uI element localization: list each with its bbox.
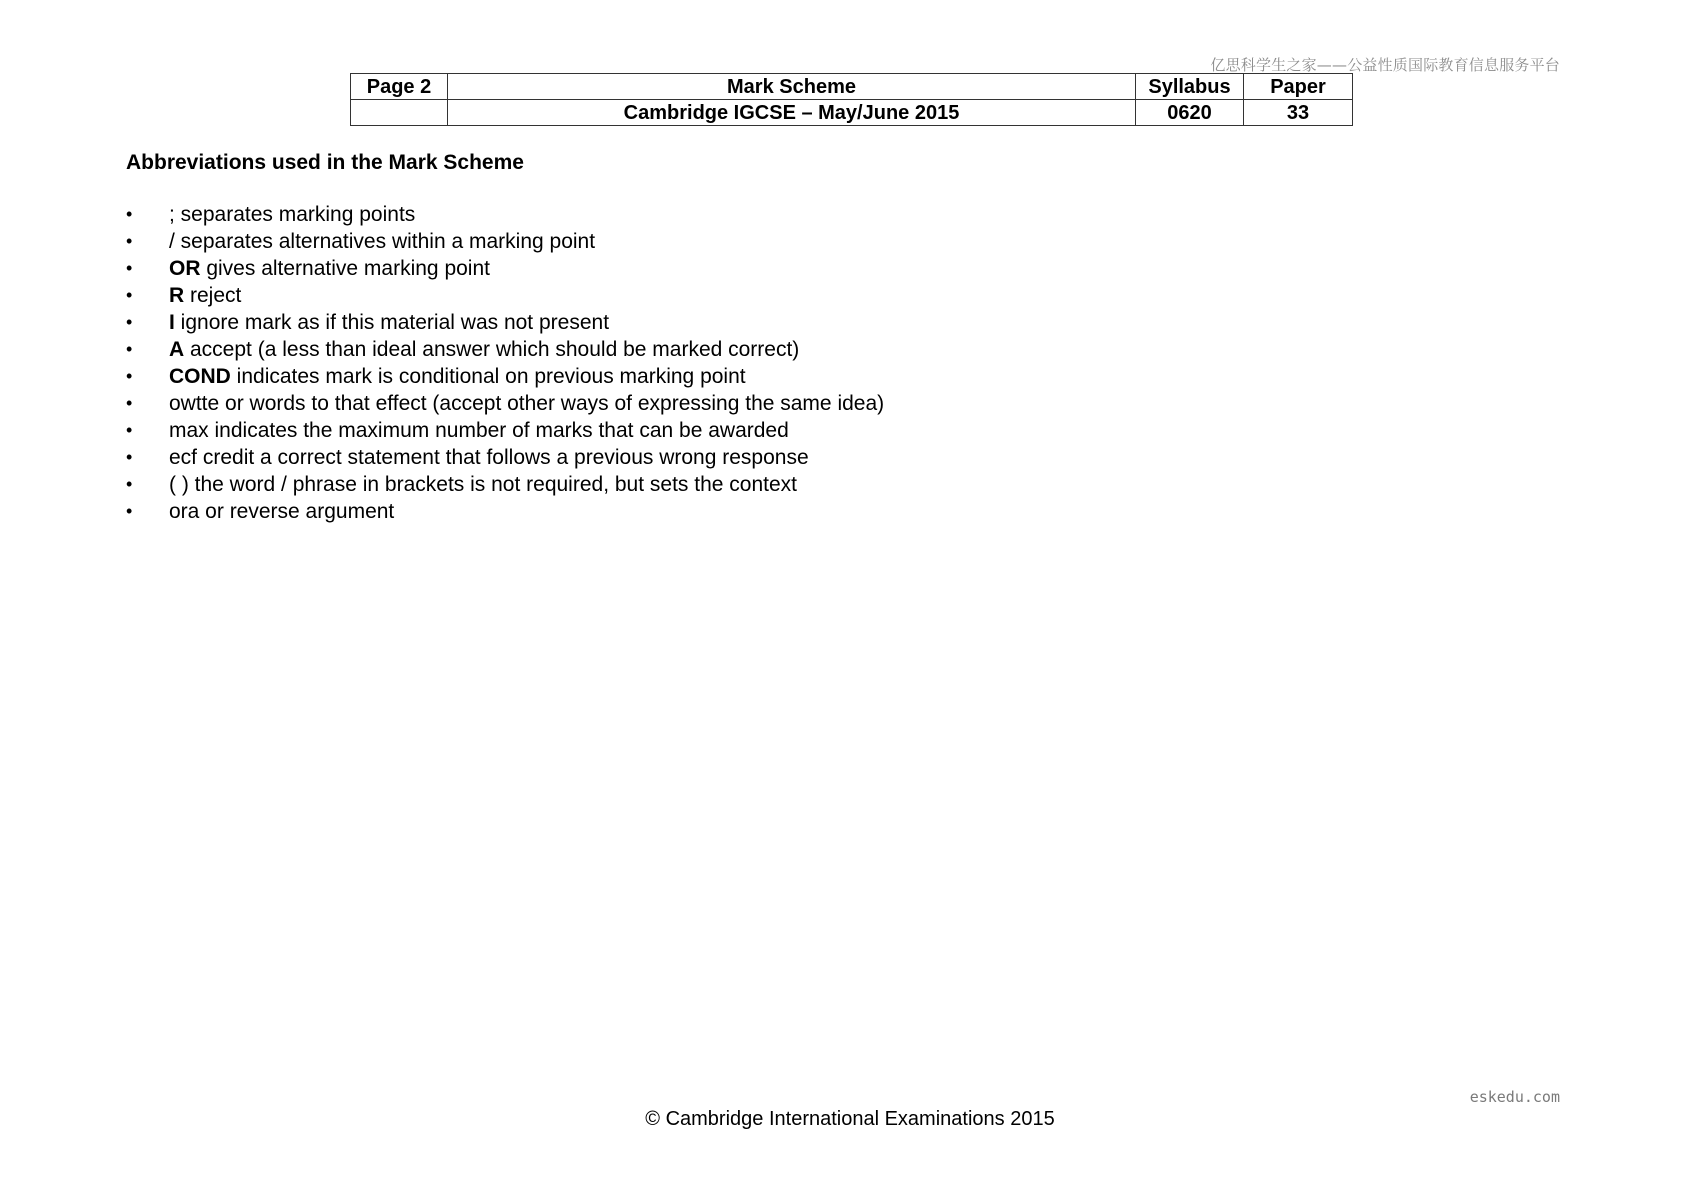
abbreviation-description: reject [184, 284, 242, 307]
bullet-icon: • [126, 258, 133, 278]
syllabus-label-cell: Syllabus [1136, 74, 1244, 100]
abbreviation-description: ora or reverse argument [169, 500, 395, 523]
abbreviation-term: COND [169, 365, 231, 388]
abbreviation-term: I [169, 311, 175, 334]
bullet-icon: • [126, 420, 133, 440]
abbreviation-description: indicates mark is conditional on previous marking point [230, 365, 746, 388]
abbreviation-description: owtte or words to that effect (accept other ways of expressing the same idea) [169, 392, 885, 415]
blank-cell [351, 100, 448, 126]
brand-watermark: eskedu.com [1469, 1088, 1560, 1106]
abbreviation-description: ( ) the word / phrase in brackets is not required, but sets the context [169, 473, 797, 496]
header-row-2 [351, 100, 1353, 126]
header-table [350, 73, 1353, 126]
page-number-cell: Page 2 [351, 74, 448, 100]
section-heading: Abbreviations used in the Mark Scheme [126, 151, 524, 174]
bullet-icon: • [126, 312, 133, 332]
bullet-icon: • [126, 393, 133, 413]
bullet-icon: • [126, 231, 133, 251]
abbreviation-description: ; separates marking points [169, 203, 416, 226]
abbreviation-description: ignore mark as if this material was not present [174, 311, 610, 334]
bullet-icon: • [126, 366, 133, 386]
watermark-text: 亿思科学生之家——公益性质国际教育信息服务平台 [1210, 56, 1560, 74]
list-item [126, 363, 884, 390]
paper-label-cell: Paper [1244, 74, 1353, 100]
list-item [126, 390, 884, 417]
list-item [126, 309, 884, 336]
syllabus-code-cell: 0620 [1136, 100, 1244, 126]
list-item [126, 444, 884, 471]
abbreviation-term: A [169, 338, 185, 361]
abbreviation-term: OR [169, 257, 201, 280]
list-item [126, 228, 884, 255]
list-item [126, 498, 884, 525]
exam-subtitle-cell: Cambridge IGCSE – May/June 2015 [448, 100, 1136, 126]
bullet-icon: • [126, 447, 133, 467]
header-row-1 [351, 74, 1353, 100]
abbreviation-description: / separates alternatives within a marking point [169, 230, 596, 253]
bullet-icon: • [126, 204, 133, 224]
paper-number-cell: 33 [1244, 100, 1353, 126]
list-item [126, 471, 884, 498]
list-item [126, 282, 884, 309]
list-item [126, 336, 884, 363]
list-item [126, 255, 884, 282]
document-title-cell: Mark Scheme [448, 74, 1136, 100]
bullet-icon: • [126, 339, 133, 359]
abbreviation-list [126, 201, 884, 525]
list-item [126, 201, 884, 228]
abbreviation-description: gives alternative marking point [200, 257, 490, 280]
bullet-icon: • [126, 285, 133, 305]
abbreviation-description: ecf credit a correct statement that follows a previous wrong response [169, 446, 809, 469]
abbreviation-description: max indicates the maximum number of marks that can be awarded [169, 419, 789, 442]
copyright-footer: © Cambridge International Examinations 2015 [645, 1108, 1055, 1130]
abbreviation-description: accept (a less than ideal answer which should be marked correct) [184, 338, 800, 361]
abbreviation-term: R [169, 284, 185, 307]
bullet-icon: • [126, 474, 133, 494]
bullet-icon: • [126, 501, 133, 521]
list-item [126, 417, 884, 444]
